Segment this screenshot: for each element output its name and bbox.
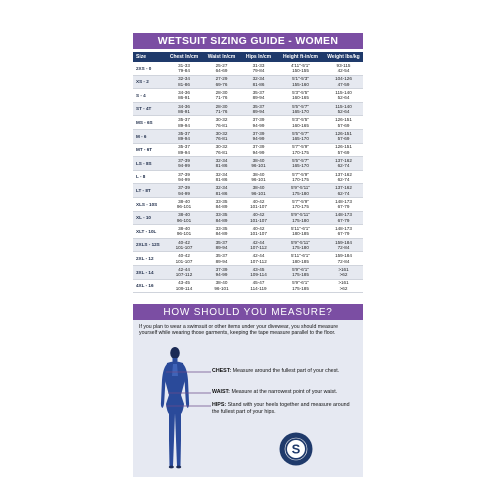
table-cell: 159-184 72-84	[324, 238, 363, 252]
table-cell: 4'11"-5'1" 150-155	[277, 62, 324, 75]
table-row	[133, 184, 363, 198]
table-cell: 148-173 67-79	[324, 211, 363, 225]
table-cell: 28-30 71-76	[203, 102, 240, 116]
table-cell: 5'11"-6'1" 180-185	[277, 252, 324, 266]
column-header: Height ft-in/cm	[277, 52, 324, 62]
table-row	[133, 170, 363, 184]
table-cell: 5'5"-5'7" 165-170	[277, 102, 324, 116]
table-cell: 126-151 57-69	[324, 116, 363, 130]
table-cell: 30-32 76-81	[203, 143, 240, 157]
size-cell: LS - 8S	[133, 157, 165, 171]
column-header: Hips In/cm	[240, 52, 277, 62]
table-cell: 45-47 114-119	[240, 279, 277, 293]
measure-intro: If you plan to wear a swimsuit or other items under your divewear, you should measure yourself while wearing those garments, keeping the tape measure parallel to the floor.	[139, 324, 338, 337]
hips-label: HIPS:	[212, 402, 227, 408]
table-cell: 32-34 81-86	[240, 75, 277, 89]
table-cell: 40-42 101-107	[240, 225, 277, 239]
table-header-row	[133, 52, 363, 62]
sizing-guide-card	[133, 33, 363, 477]
table-cell: 33-35 84-89	[203, 197, 240, 211]
table-cell: 5'5"-5'7" 165-170	[277, 129, 324, 143]
size-cell: XLS - 10S	[133, 197, 165, 211]
size-cell: 2XLS - 12S	[133, 238, 165, 252]
table-cell: 40-42 101-107	[165, 238, 203, 252]
table-cell: 115-140 52-64	[324, 102, 363, 116]
waist-text: Measure at the narrowest point of your waist.	[231, 389, 338, 395]
table-row	[133, 197, 363, 211]
table-cell: 5'9"-5'11" 175-180	[277, 238, 324, 252]
table-cell: 35-37 89-94	[165, 129, 203, 143]
table-cell: 35-37 89-94	[203, 238, 240, 252]
table-cell: 5'7"-5'9" 170-175	[277, 143, 324, 157]
measure-panel	[133, 320, 363, 477]
waist-label: WAIST:	[212, 389, 230, 395]
scubapro-logo-icon	[279, 432, 313, 466]
table-cell: 37-39 94-99	[240, 129, 277, 143]
table-row	[133, 75, 363, 89]
table-cell: 5'9"-5'11" 175-180	[277, 184, 324, 198]
table-cell: 5'11"-6'1" 180-185	[277, 225, 324, 239]
table-cell: 38-40 96-101	[203, 279, 240, 293]
table-cell: 34-36 86-91	[165, 102, 203, 116]
table-cell: 5'5"-5'7" 165-170	[277, 157, 324, 171]
table-cell: 38-40 96-101	[240, 157, 277, 171]
table-cell: >161 >62	[324, 265, 363, 279]
size-cell: XS - 2	[133, 75, 165, 89]
table-cell: 42-44 107-112	[165, 265, 203, 279]
table-cell: 35-37 89-94	[203, 252, 240, 266]
table-row	[133, 238, 363, 252]
table-row	[133, 252, 363, 266]
sizing-table	[133, 52, 363, 293]
table-cell: 115-140 52-64	[324, 89, 363, 103]
chest-note	[212, 368, 342, 375]
table-cell: 37-39 94-99	[165, 184, 203, 198]
size-cell: LT - 8T	[133, 184, 165, 198]
column-header: Waist In/cm	[203, 52, 240, 62]
table-row	[133, 102, 363, 116]
table-cell: 42-44 107-112	[240, 252, 277, 266]
table-cell: 28-30 71-76	[203, 89, 240, 103]
table-cell: 38-40 96-101	[165, 225, 203, 239]
table-row	[133, 211, 363, 225]
table-cell: 104-126 47-59	[324, 75, 363, 89]
table-cell: 42-44 107-112	[240, 238, 277, 252]
chest-label: CHEST:	[212, 368, 232, 374]
table-cell: 38-40 96-101	[165, 197, 203, 211]
table-cell: 43-45 109-114	[165, 279, 203, 293]
table-cell: 5'3"-5'5" 160-165	[277, 89, 324, 103]
hips-text: Stand with your heels together and measure around the fullest part of your hips.	[212, 402, 350, 415]
table-cell: 5'3"-5'5" 160-165	[277, 116, 324, 130]
table-cell: 40-42 101-107	[240, 197, 277, 211]
table-cell: 37-39 94-99	[240, 143, 277, 157]
size-cell: L - 8	[133, 170, 165, 184]
table-row	[133, 116, 363, 130]
size-cell: MS - 6S	[133, 116, 165, 130]
table-row	[133, 89, 363, 103]
table-cell: 126-151 57-69	[324, 129, 363, 143]
table-cell: 159-184 72-84	[324, 252, 363, 266]
size-cell: 2XL - 12	[133, 252, 165, 266]
table-cell: 30-32 76-81	[203, 129, 240, 143]
table-row	[133, 129, 363, 143]
table-row	[133, 62, 363, 75]
table-cell: 148-173 67-79	[324, 197, 363, 211]
size-cell: S - 4	[133, 89, 165, 103]
table-cell: 35-37 89-94	[165, 143, 203, 157]
size-cell: 4XL - 16	[133, 279, 165, 293]
size-cell: XL - 10	[133, 211, 165, 225]
table-cell: 5'9"-5'11" 175-180	[277, 211, 324, 225]
table-cell: 25-27 64-69	[203, 62, 240, 75]
measure-section-title: HOW SHOULD YOU MEASURE?	[133, 304, 363, 320]
table-cell: 32-34 81-86	[203, 170, 240, 184]
table-cell: 137-162 62-74	[324, 184, 363, 198]
table-cell: 137-162 62-74	[324, 170, 363, 184]
table-cell: 37-39 94-99	[203, 265, 240, 279]
table-cell: 37-39 94-99	[240, 116, 277, 130]
sizing-guide-title: WETSUIT SIZING GUIDE - WOMEN	[133, 33, 363, 49]
table-row	[133, 265, 363, 279]
table-cell: 32-34 81-86	[165, 75, 203, 89]
table-cell: 43-45 109-114	[240, 265, 277, 279]
table-cell: 126-151 57-69	[324, 143, 363, 157]
size-cell: M - 6	[133, 129, 165, 143]
table-cell: 5'9"-6'1" 175-185	[277, 279, 324, 293]
table-cell: 30-32 76-81	[203, 116, 240, 130]
table-cell: 32-34 81-86	[203, 184, 240, 198]
table-row	[133, 225, 363, 239]
column-header: Size	[133, 52, 165, 62]
table-body	[133, 62, 363, 293]
table-cell: 31-33 79-84	[165, 62, 203, 75]
waist-note	[212, 389, 342, 396]
table-row	[133, 279, 363, 293]
table-cell: 93-115 42-54	[324, 62, 363, 75]
table-cell: 33-35 84-89	[203, 211, 240, 225]
table-row	[133, 143, 363, 157]
table-cell: 5'9"-6'1" 175-185	[277, 265, 324, 279]
size-cell: MT - 6T	[133, 143, 165, 157]
table-cell: 40-42 101-107	[240, 211, 277, 225]
table-cell: 38-40 96-101	[240, 184, 277, 198]
table-row	[133, 157, 363, 171]
table-cell: 5'1"-5'3" 155-160	[277, 75, 324, 89]
table-cell: 5'7"-5'9" 170-175	[277, 197, 324, 211]
size-cell: ST - 4T	[133, 102, 165, 116]
table-cell: 5'7"-5'9" 170-175	[277, 170, 324, 184]
table-cell: 38-40 96-101	[165, 211, 203, 225]
table-cell: 31-33 79-84	[240, 62, 277, 75]
table-cell: 35-37 89-94	[240, 89, 277, 103]
column-header: Weight lbs/kg	[324, 52, 363, 62]
table-cell: 38-40 96-101	[240, 170, 277, 184]
size-cell: XLT - 10L	[133, 225, 165, 239]
table-cell: 37-39 94-99	[165, 170, 203, 184]
logo-letter: S	[291, 441, 301, 457]
wetsuit-figure-icon	[133, 320, 253, 477]
chest-text: Measure around the fullest part of your chest.	[232, 368, 340, 374]
table-cell: 137-162 62-74	[324, 157, 363, 171]
column-header: Chest In/cm	[165, 52, 203, 62]
size-cell: 2XS - 0	[133, 62, 165, 75]
table-cell: 34-36 86-91	[165, 89, 203, 103]
table-cell: >161 >62	[324, 279, 363, 293]
hips-note	[212, 402, 352, 415]
table-cell: 148-173 67-79	[324, 225, 363, 239]
table-cell: 33-35 84-89	[203, 225, 240, 239]
table-cell: 27-29 69-76	[203, 75, 240, 89]
table-cell: 35-37 89-94	[240, 102, 277, 116]
table-cell: 35-37 89-94	[165, 116, 203, 130]
table-cell: 37-39 94-99	[165, 157, 203, 171]
size-cell: 3XL - 14	[133, 265, 165, 279]
table-cell: 32-34 81-86	[203, 157, 240, 171]
table-cell: 40-42 101-107	[165, 252, 203, 266]
